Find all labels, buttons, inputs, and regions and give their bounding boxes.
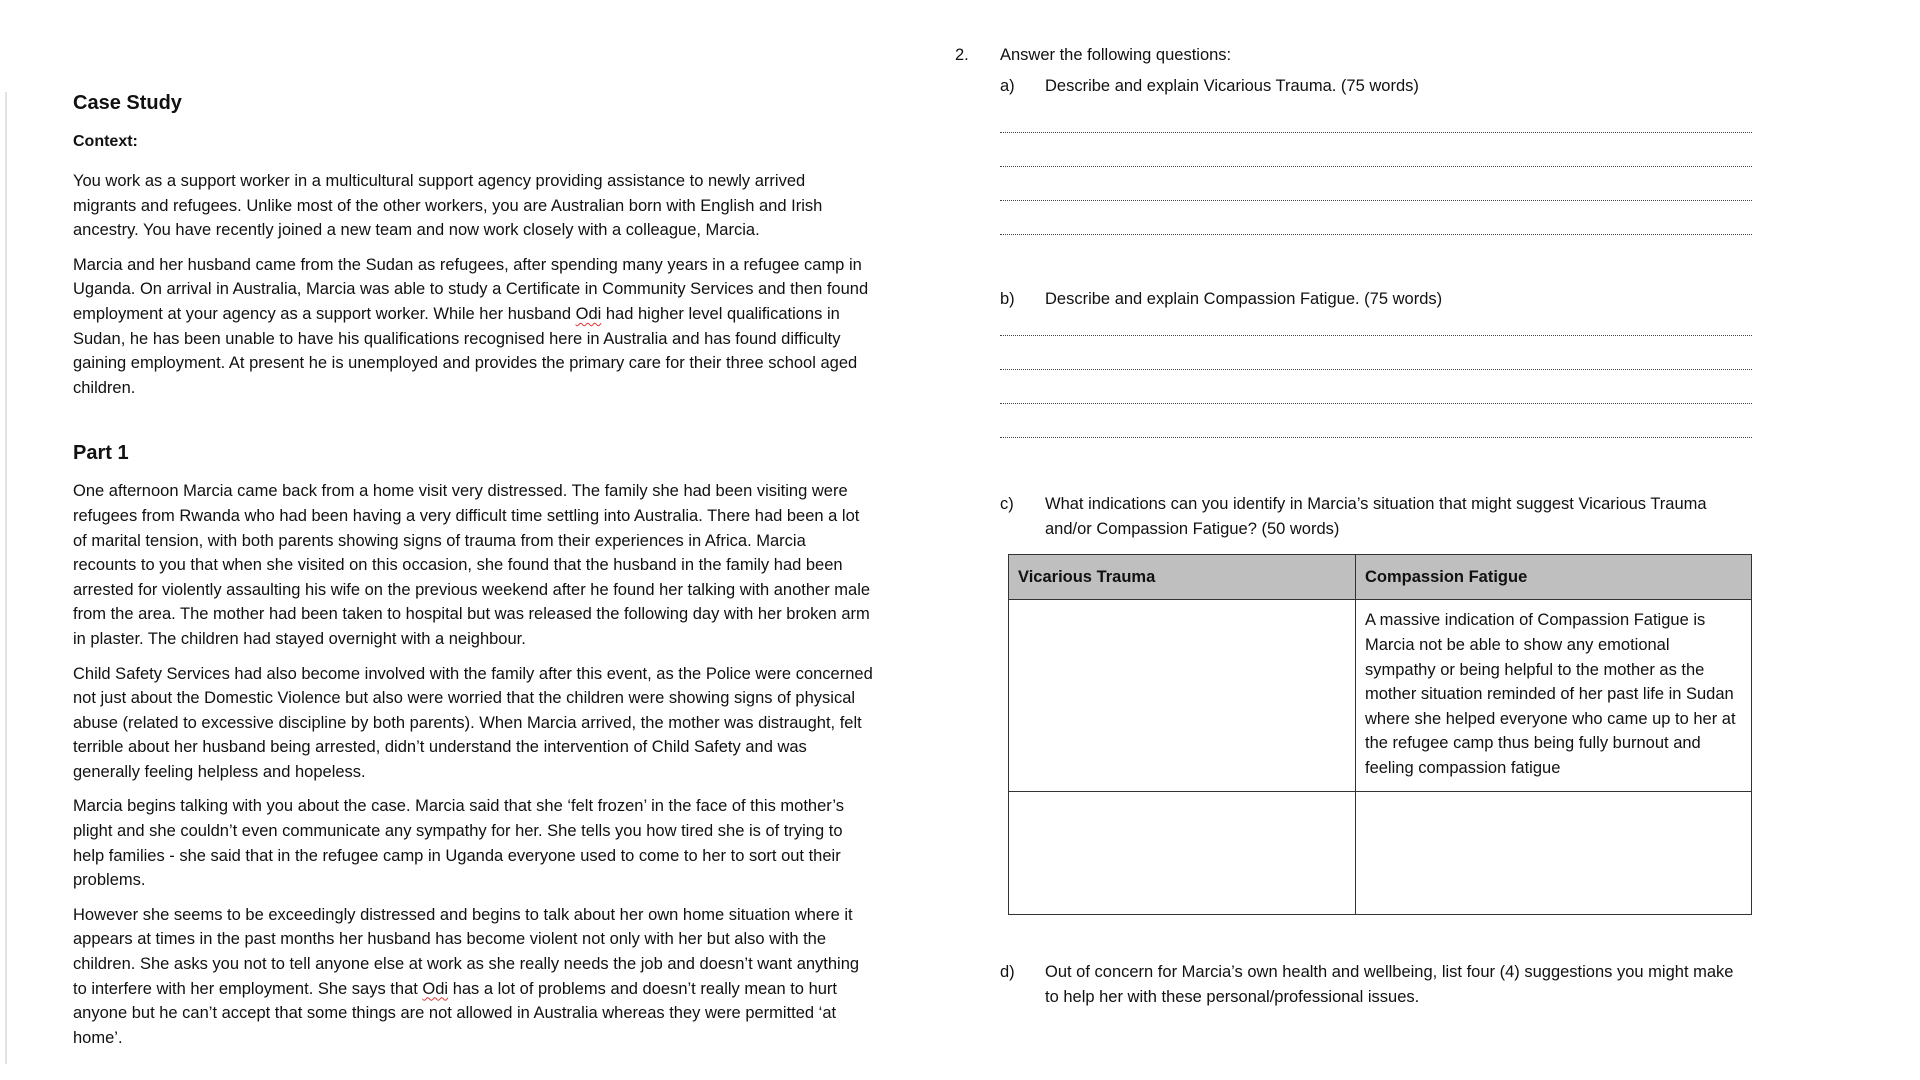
- questions-page: [955, 46, 1755, 1010]
- part-1-paragraph-4-text-b: has a lot of problems and doesn’t really mean to hurt anyone but he can’t accept that some things are not allowed in Australia whereas they were permitted ‘at home’.: [73, 979, 837, 1047]
- context-paragraph-1: You work as a support worker in a multicultural support agency providing assistance to newly arrived migrants and refugees. Unlike most of the other workers, you are Australian born with English and Irish ancestry. You have recently joined a new team and now work closely with a colleague, Marcia.: [73, 172, 823, 240]
- vicarious-trauma-header: Vicarious Trauma: [1009, 555, 1356, 600]
- question-b-text: Describe and explain Compassion Fatigue. (75 words): [1045, 289, 1443, 308]
- table-row: [1009, 600, 1752, 792]
- answer-line[interactable]: [1000, 132, 1752, 133]
- spellcheck-word-odi[interactable]: Odi: [422, 979, 449, 998]
- question-a-letter: a): [1000, 77, 1015, 95]
- context-paragraph-2: [73, 253, 873, 401]
- question-d: [955, 960, 1755, 1009]
- part-1-paragraph-4: [73, 903, 873, 1051]
- question-text: Answer the following questions:: [1000, 46, 1232, 64]
- question-b-letter: b): [1000, 289, 1015, 308]
- question-d-text: Out of concern for Marcia’s own health and wellbeing, list four (4) suggestions you might make to help her with these personal/professional issues.: [1045, 963, 1734, 1006]
- answer-lines-b[interactable]: [1000, 335, 1752, 438]
- context-paragraph-2-text-a: Marcia and her husband came from the Sudan as refugees, after spending many years in a refugee camp in Uganda. On arrival in Australia, Marcia was able to study a Certificate in Community Services and then found employment at your agency as a support worker. While her husband: [73, 255, 869, 323]
- question-a: [955, 74, 1755, 99]
- question-c: [955, 492, 1755, 541]
- context-paragraph-2-text-b: had higher level qualifications in Sudan, he has been unable to have his qualifications recognised here in Australia and has found difficulty gaining employment. At present he is unemployed and provides the primary care for their three school aged children.: [73, 304, 858, 397]
- part-1-paragraph-1: One afternoon Marcia came back from a home visit very distressed. The family she had been visiting were refugees from Rwanda who had been having a very difficult time settling into Australia. There had been a lot of marital tension, with both parents showing signs of trauma from their experiences in Africa. Marcia recounts to you that when she visited on this occasion, she found that the husband in the family had been arrested for violently assaulting his wife on the previous weekend after he found her talking with another male from the area. The mother had been taken to hospital but was released the following day with her broken arm in plaster. The children had stayed overnight with a neighbour.: [73, 482, 871, 648]
- question-2: [955, 46, 1755, 65]
- question-c-letter: c): [1000, 495, 1014, 514]
- answer-line[interactable]: [1000, 200, 1752, 201]
- question-c-text: What indications can you identify in Marcia’s situation that might suggest Vicarious Trauma and/or Compassion Fatigue? (50 words): [1045, 495, 1707, 538]
- compassion-fatigue-cell-1[interactable]: A massive indication of Compassion Fatigue is Marcia not be able to show any emotional sympathy or being helpful to the mother as the mother situation reminded of her past life in Sudan where she helped everyone who came up to her at the refugee camp thus being fully burnout and feeling compassion fatigue: [1356, 600, 1752, 792]
- compassion-fatigue-header: Compassion Fatigue: [1356, 555, 1752, 600]
- part-1-paragraph-3: Marcia begins talking with you about the case. Marcia said that she ‘felt frozen’ in the face of this mother’s plight and she couldn’t even communicate any sympathy for her. She tells you how tired she is of trying to help families - she said that in the refugee camp in Uganda everyone used to come to her to sort out their problems.: [73, 797, 845, 890]
- case-study-title: Case Study: [73, 92, 182, 114]
- answer-line[interactable]: [1000, 369, 1752, 370]
- answer-line[interactable]: [1000, 335, 1752, 336]
- vicarious-trauma-cell-2[interactable]: [1009, 792, 1356, 915]
- question-d-letter: d): [1000, 963, 1015, 982]
- indications-table: [1008, 554, 1752, 915]
- answer-line[interactable]: [1000, 234, 1752, 235]
- question-a-text: Describe and explain Vicarious Trauma. (75 words): [1045, 77, 1419, 95]
- vicarious-trauma-cell-1[interactable]: [1009, 600, 1356, 792]
- context-heading: Context:: [73, 133, 138, 150]
- answer-line[interactable]: [1000, 166, 1752, 167]
- table-row: [1009, 792, 1752, 915]
- compassion-fatigue-cell-2[interactable]: [1356, 792, 1752, 915]
- question-b: [955, 287, 1755, 312]
- answer-line[interactable]: [1000, 403, 1752, 404]
- answer-lines-a[interactable]: [1000, 132, 1752, 235]
- part-1-title: Part 1: [73, 442, 129, 465]
- part-1-paragraph-2: Child Safety Services had also become involved with the family after this event, as the Police were concerned not just about the Domestic Violence but also were worried that the children were showing signs of physical abuse (related to excessive discipline by both parents). When Marcia arrived, the mother was distraught, felt terrible about her husband being arrested, didn’t understand the intervention of Child Safety and was generally feeling helpless and hopeless.: [73, 664, 873, 781]
- spellcheck-word-odi[interactable]: Odi: [575, 304, 602, 323]
- table-header-row: [1009, 555, 1752, 600]
- page-left-border: [5, 92, 7, 1064]
- part-1-paragraph-4-text-a: However she seems to be exceedingly distressed and begins to talk about her own home situation where it appears at times in the past months her husband has become violent not only with her but also with the children. She asks you not to tell anyone else at work as she really needs the job and doesn’t want anything to interfere with her employment. She says that: [73, 905, 860, 998]
- question-number: 2.: [955, 46, 969, 64]
- answer-line[interactable]: [1000, 437, 1752, 438]
- case-study-page: [73, 92, 873, 1050]
